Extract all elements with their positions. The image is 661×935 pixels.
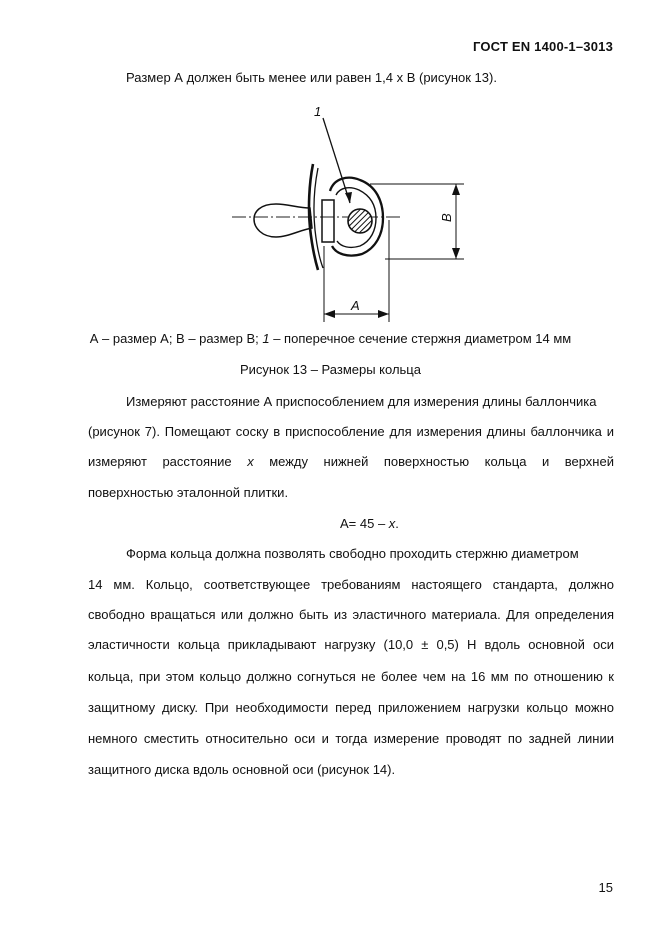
paragraph2-line8: защитного диска вдоль основной оси (рисунок 14). — [88, 762, 396, 777]
p1-word: между — [269, 454, 309, 469]
dimension-b-arrow-bottom — [452, 248, 460, 259]
dimension-b-arrow-top — [452, 184, 460, 195]
legend-text-a: А – размер А; В – размер В; — [89, 331, 263, 346]
teat-bulb — [254, 204, 312, 237]
p1-word: нижней — [323, 454, 369, 469]
paragraph2-line6: защитному диску. При необходимости перед приложением нагрузки кольцо можно — [88, 700, 614, 715]
label-1-leader — [323, 118, 350, 203]
paragraph1-line2: (рисунок 7). Помещают соску в приспособление для измерения длины баллончика и — [88, 424, 614, 439]
formula — [340, 516, 399, 531]
figure-legend — [0, 331, 661, 346]
dimension-a-arrow-right — [378, 310, 389, 318]
p1-word: и — [541, 454, 550, 469]
p1-word: расстояние — [162, 454, 232, 469]
pacifier-ring-figure — [220, 100, 480, 325]
stem-cross-section — [348, 209, 372, 233]
p1-word: поверхностью — [383, 454, 470, 469]
label-b: B — [439, 213, 454, 222]
page-number: 15 — [598, 880, 613, 895]
p1-variable-x: х — [247, 454, 254, 469]
intro-text: Размер А должен быть менее или равен 1,4 х В (рисунок 13). — [126, 70, 497, 85]
legend-number: 1 — [262, 331, 270, 346]
paragraph2-line4: эластичности кольца прикладывают нагрузку (10,0 ± 0,5) Н вдоль основной оси — [88, 637, 614, 652]
paragraph1-line1: Измеряют расстояние А приспособлением для измерения длины баллончика — [126, 394, 597, 409]
p1-word: измеряют — [88, 454, 147, 469]
formula-text: А= 45 – — [340, 516, 389, 531]
paragraph1-line4: поверхностью эталонной плитки. — [88, 485, 289, 500]
p1-word: верхней — [564, 454, 614, 469]
figure-caption: Рисунок 13 – Размеры кольца — [239, 362, 421, 377]
legend-text-rest: – поперечное сечение стержня диаметром 14 мм — [269, 331, 572, 346]
p1-word: кольца — [484, 454, 527, 469]
paragraph1-line3 — [88, 454, 614, 469]
document-code: ГОСТ EN 1400-1–3013 — [472, 39, 613, 54]
paragraph2-line7: немного сместить относительно оси и тогда измерение проводят по задней линии — [88, 731, 614, 746]
formula-end: . — [395, 516, 399, 531]
paragraph2-line5: кольца, при этом кольцо должно согнуться не более чем на 16 мм по отношению к — [88, 669, 614, 684]
paragraph2-line1: Форма кольца должна позволять свободно проходить стержню диаметром — [126, 546, 579, 561]
hub-block — [322, 200, 334, 242]
paragraph2-line2: 14 мм. Кольцо, соответствующее требованиям настоящего стандарта, должно — [88, 577, 614, 592]
label-a: A — [351, 298, 360, 313]
label-1-arrowhead — [345, 192, 352, 203]
formula-variable: x — [388, 516, 396, 531]
paragraph2-line3: свободно вращаться или должно быть из эластичного материала. Для определения — [88, 607, 614, 622]
dimension-a-arrow-left — [324, 310, 335, 318]
label-1: 1 — [314, 104, 322, 119]
